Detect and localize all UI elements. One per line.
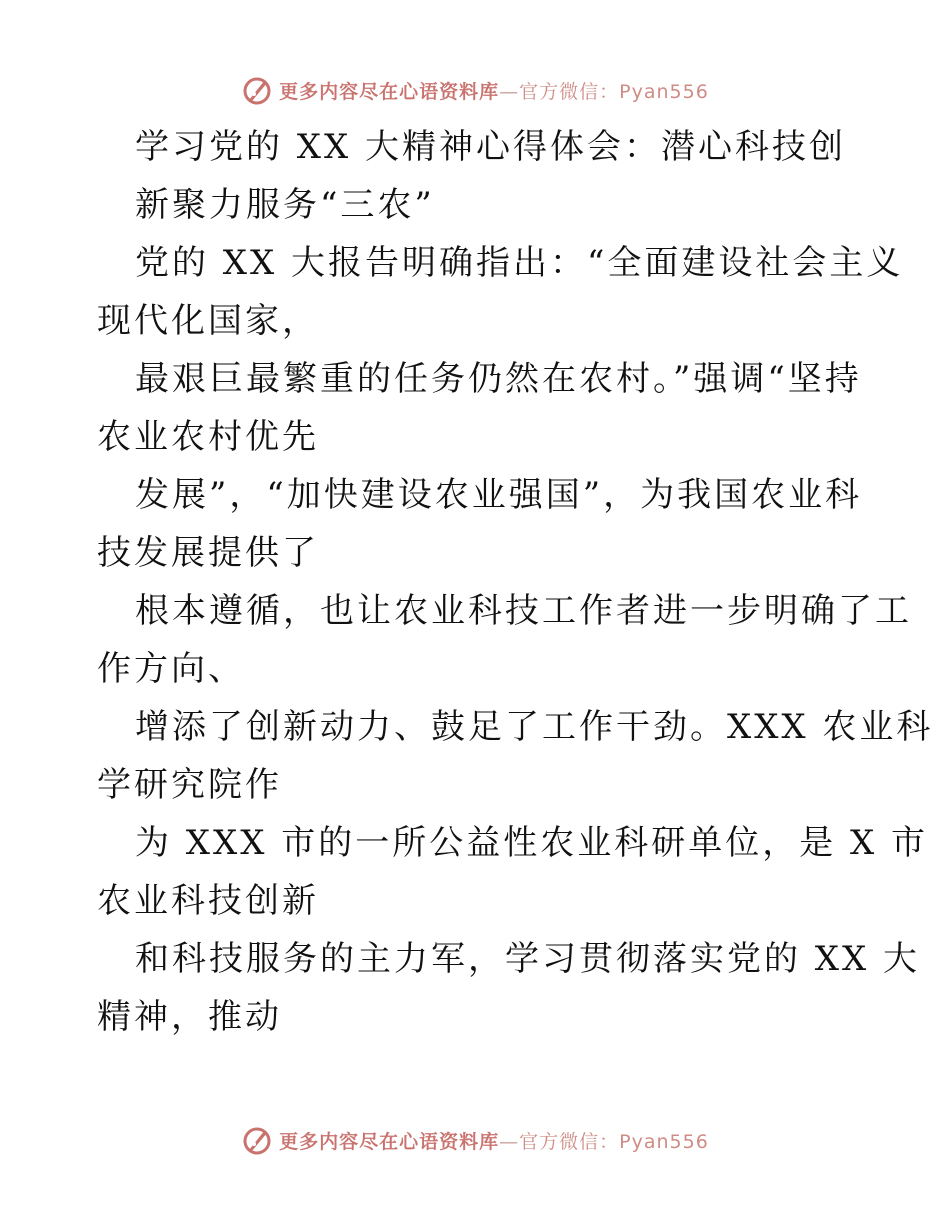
text-line: 新聚力服务“三农” [135,185,435,225]
banner-contact-text: 官方微信：Pyan556 [519,80,709,103]
text-line: 农业农村优先 [97,417,319,457]
text-line: 最艰巨最繁重的任务仍然在农村。”强调“坚持 [135,359,862,399]
quill-circle-icon [241,74,273,106]
text-line: 为 XXX 市的一所公益性农业科研单位，是 X 市 [135,823,929,863]
document-body [97,118,934,1046]
footer-banner [0,1120,950,1160]
banner-separator: — [499,1130,520,1153]
text-line: 技发展提供了 [97,533,319,573]
text-line: 发展”，“加快建设农业强国”，为我国农业科 [135,475,863,515]
quill-circle-icon [241,1124,273,1156]
banner-contact-text: 官方微信：Pyan556 [519,1130,709,1153]
text-line: 学研究院作 [97,765,282,805]
text-line: 根本遵循，也让农业科技工作者进一步明确了工 [135,591,912,631]
text-line: 现代化国家， [97,301,319,341]
banner-separator: — [499,80,520,103]
banner-main-text: 更多内容尽在心语资料库 [279,1130,500,1153]
text-line: 农业科技创新 [97,881,319,921]
text-line: 增添了创新动力、鼓足了工作干劲。XXX 农业科 [135,707,934,747]
banner-text [279,1127,709,1154]
text-line: 精神，推动 [97,997,282,1037]
text-line: 作方向、 [97,649,245,689]
text-line: 党的 XX 大报告明确指出：“全面建设社会主义 [135,243,904,283]
header-banner [0,70,950,110]
banner-text [279,77,709,104]
banner-main-text: 更多内容尽在心语资料库 [279,80,500,103]
text-line: 和科技服务的主力军，学习贯彻落实党的 XX 大 [135,939,921,979]
text-line: 学习党的 XX 大精神心得体会：潜心科技创 [135,127,847,167]
